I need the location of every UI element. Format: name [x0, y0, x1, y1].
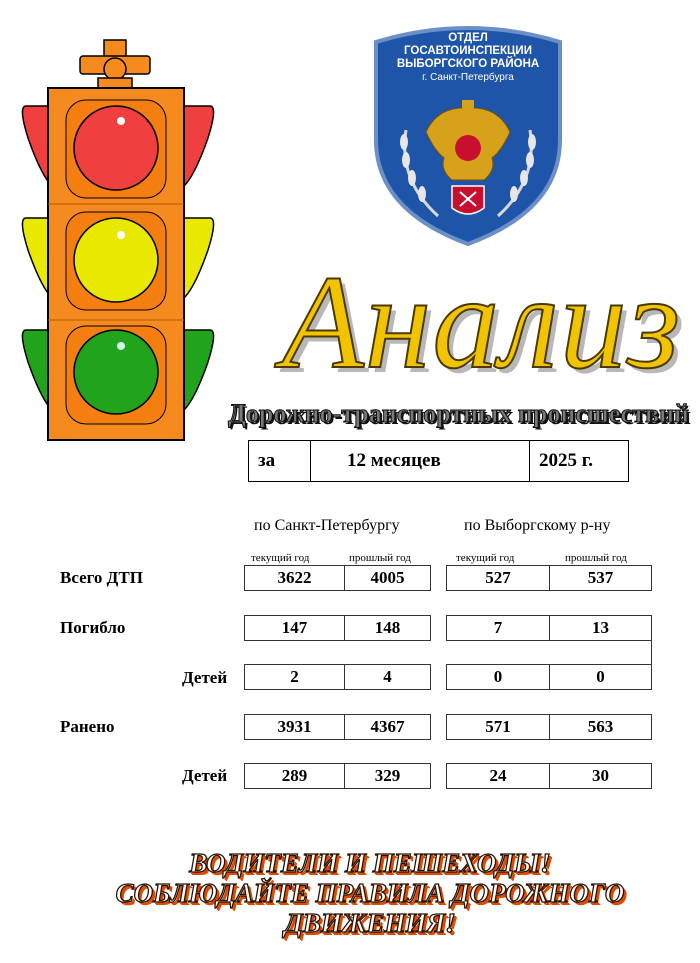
safety-slogan — [70, 848, 670, 938]
emblem-line-2: ГОСАВТОИНСПЕКЦИИ — [404, 45, 532, 57]
slogan-line-1: ВОДИТЕЛИ И ПЕШЕХОДЫ! — [189, 848, 551, 878]
traffic-light-icon — [18, 28, 218, 448]
emblem-line-3: ВЫБОРГСКОГО РАЙОНА — [396, 58, 540, 70]
table-cell: 147 — [244, 615, 345, 641]
table-cell: 571 — [446, 714, 550, 740]
table-cell: 527 — [446, 565, 550, 591]
period-box — [248, 440, 629, 482]
table-cell: 289 — [244, 763, 345, 789]
slogan-line-3: ДВИЖЕНИЯ! — [284, 908, 456, 938]
emblem-line-4: г. Санкт-Петербурга — [422, 72, 514, 83]
table-cell: 148 — [344, 615, 431, 641]
table-cell: 0 — [446, 664, 550, 690]
gai-emblem — [368, 20, 568, 248]
row-label-total: Всего ДТП — [60, 568, 143, 587]
col-spb-current: текущий год — [251, 552, 310, 564]
col-spb-previous: прошлый год — [349, 552, 411, 564]
table-cell: 0 — [549, 664, 652, 690]
row-label-children-killed: Детей — [182, 668, 228, 687]
col-vyborg-current: текущий год — [456, 552, 515, 564]
table-cell: 2 — [244, 664, 345, 690]
slogan-line-2: СОБЛЮДАЙТЕ ПРАВИЛА ДОРОЖНОГО — [115, 878, 625, 908]
page-title: Анализ — [282, 248, 682, 396]
row-label-children-injured: Детей — [182, 766, 228, 785]
period-year: 2025 г. — [539, 450, 593, 471]
row-label-killed: Погибло — [60, 618, 126, 637]
table-cell: 24 — [446, 763, 550, 789]
divider — [651, 640, 652, 664]
table-cell: 4367 — [344, 714, 431, 740]
emblem-line-1: ОТДЕЛ — [448, 32, 488, 44]
table-cell: 4005 — [344, 565, 431, 591]
table-cell: 3931 — [244, 714, 345, 740]
region-vyborg: по Выборгскому р-ну — [464, 517, 611, 534]
table-cell: 4 — [344, 664, 431, 690]
table-cell: 563 — [549, 714, 652, 740]
page-subtitle: Дорожно-транспортных происшествий — [228, 399, 689, 428]
col-vyborg-previous: прошлый год — [565, 552, 627, 564]
table-cell: 7 — [446, 615, 550, 641]
table-cell: 537 — [549, 565, 652, 591]
table-cell: 13 — [549, 615, 652, 641]
table-cell: 3622 — [244, 565, 345, 591]
table-cell: 30 — [549, 763, 652, 789]
period-months: 12 месяцев — [311, 441, 530, 481]
region-spb: по Санкт-Петербургу — [254, 517, 400, 534]
period-prefix: за — [249, 441, 311, 481]
table-cell: 329 — [344, 763, 431, 789]
row-label-injured: Ранено — [60, 717, 115, 736]
